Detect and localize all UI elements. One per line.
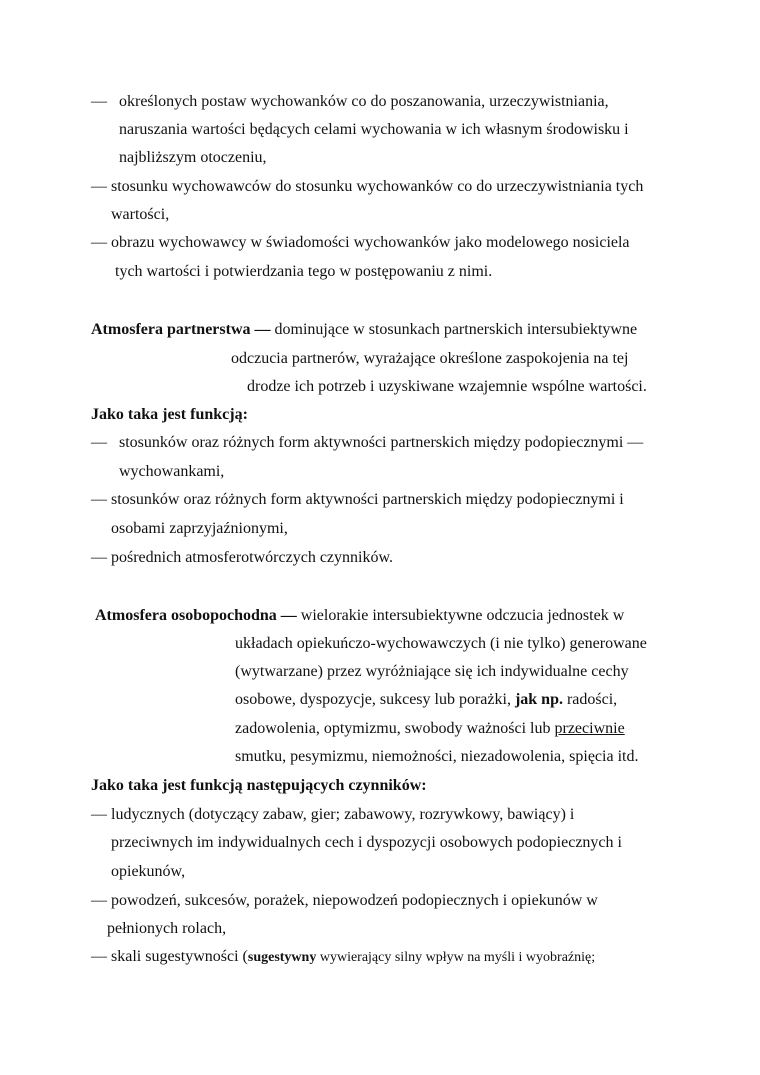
list-item-line: pełnionych rolach,: [107, 920, 227, 937]
definition-text: wielorakie intersubiektywne odczucia jednostek w: [296, 607, 625, 624]
list-dash: —: [91, 434, 107, 451]
definition-line: smutku, pesymizmu, niemożności, niezadowolenia, spięcia itd.: [235, 748, 639, 765]
definition-line: [95, 606, 624, 626]
section-heading: Jako taka jest funkcją następujących czynników:: [91, 777, 427, 794]
list-item-line: — stosunków oraz różnych form aktywności partnerskich między podopiecznymi i: [91, 491, 624, 508]
list-item-line: stosunków oraz różnych form aktywności partnerskich między podopiecznymi —: [119, 434, 644, 451]
list-item-line: — powodzeń, sukcesów, porażek, niepowodzeń podopiecznych i opiekunów w: [91, 892, 598, 909]
definition-text: dominujące w stosunkach partnerskich intersubiektywne: [270, 321, 638, 338]
term-sugestywny: sugestywny: [247, 950, 317, 965]
list-item-line: opiekunów,: [111, 863, 186, 880]
list-item-line: określonych postaw wychowanków co do poszanowania, urzeczywistniania,: [119, 93, 609, 110]
definition-line: zadowolenia, optymizmu, swobody ważności lub przeciwnie: [235, 720, 625, 737]
list-item-line: przeciwnych im indywidualnych cech i dyspozycji osobowych podopiecznych i: [111, 834, 622, 851]
definition-line: (wytwarzane) przez wyróżniające się ich indywidualne cechy: [235, 663, 629, 680]
list-item-line: naruszania wartości będących celami wychowania w ich własnym środowisku i: [119, 121, 629, 138]
list-item-line: wartości,: [111, 206, 170, 223]
list-item-line: — ludycznych (dotyczący zabaw, gier; zabawowy, rozrywkowy, bawiący) i: [91, 806, 575, 823]
definition-line: [91, 320, 637, 340]
definition-line: drodze ich potrzeb i uzyskiwane wzajemnie wspólne wartości.: [247, 378, 647, 395]
list-item-line: — obrazu wychowawcy w świadomości wychowanków jako modelowego nosiciela: [91, 234, 630, 251]
definition-line: odczucia partnerów, wyrażające określone zaspokojenia na tej: [231, 350, 629, 367]
list-item-line: najbliższym otoczeniu,: [119, 149, 267, 166]
list-item-line: — stosunku wychowawców do stosunku wychowanków co do urzeczywistniania tych: [91, 178, 644, 195]
section-heading: Jako taka jest funkcją:: [91, 406, 248, 423]
list-item-line: osobami zaprzyjaźnionymi,: [111, 520, 288, 537]
emphasis-jak-np: jak np.: [514, 691, 563, 708]
list-item-line: — pośrednich atmosferotwórczych czynników.: [91, 549, 393, 566]
list-item-line: tych wartości i potwierdzania tego w postępowaniu z nimi.: [115, 263, 493, 280]
underlined-przeciwnie: przeciwnie: [554, 720, 625, 737]
definition-line: układach opiekuńczo-wychowawczych (i nie tylko) generowane: [235, 635, 647, 652]
term-atmosfera-osobopochodna: Atmosfera osobopochodna —: [95, 607, 297, 624]
list-item-line: wychowankami,: [119, 463, 225, 480]
list-item-line: — skali sugestywności (sugestywny wywierający silny wpływ na myśli i wyobraźnię;: [91, 948, 596, 965]
definition-line: osobowe, dyspozycje, sukcesy lub porażki, jak np. radości,: [235, 691, 618, 708]
list-dash: —: [91, 93, 107, 110]
term-atmosfera-partnerstwa: Atmosfera partnerstwa —: [91, 321, 271, 338]
